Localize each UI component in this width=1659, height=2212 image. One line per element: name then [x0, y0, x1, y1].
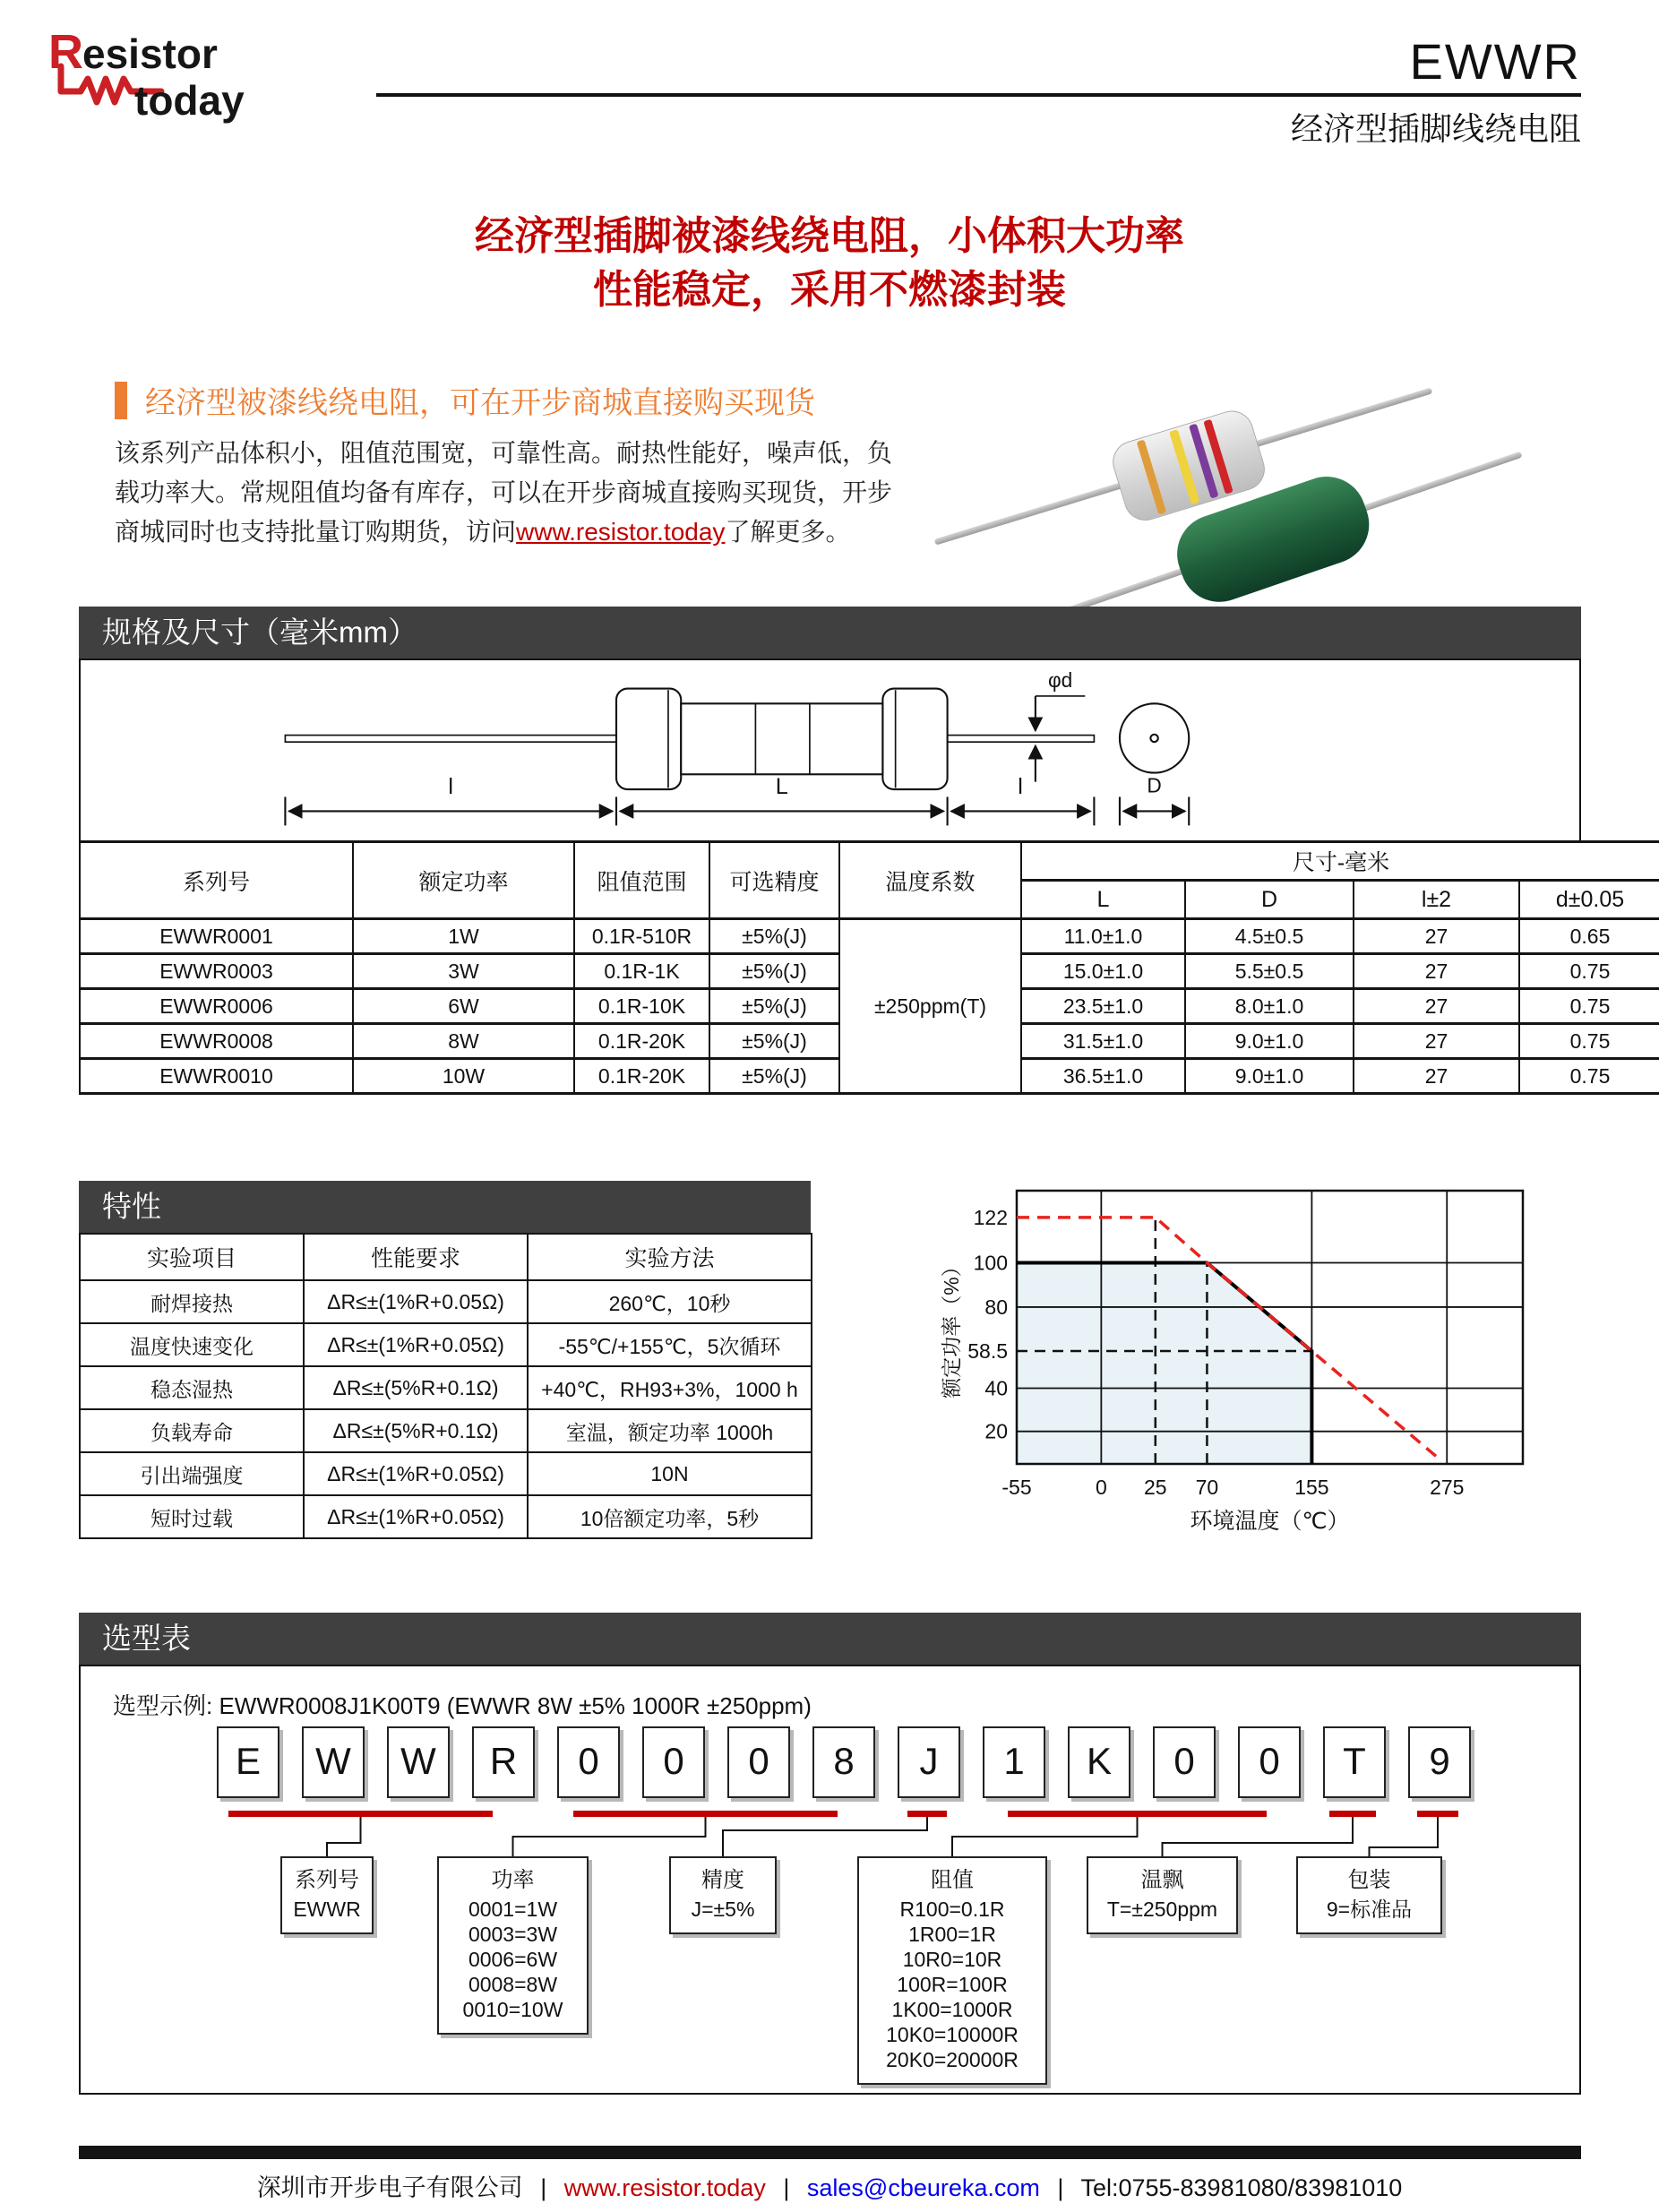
y-tick-label: 80	[984, 1295, 1008, 1319]
body-cap-right	[882, 689, 947, 790]
part-number-char-box: 0	[642, 1726, 705, 1798]
part-number-char-box: 9	[1408, 1726, 1471, 1798]
header-subtitle: 经济型插脚线绕电阻	[1290, 110, 1581, 147]
y-tick-label: 58.5	[967, 1339, 1008, 1364]
part-number-char-box: 8	[812, 1726, 875, 1798]
legend-box-title: 功率	[491, 1868, 535, 1892]
legend-box-line: 20K0=20000R	[886, 2048, 1019, 2071]
spec-section-title: 规格及尺寸（毫米mm）	[102, 615, 417, 649]
spec-cell: ±5%(J)	[709, 1024, 839, 1059]
legend-box-line: 1R00=1R	[908, 1923, 996, 1946]
spec-section-box	[79, 658, 1625, 1095]
feat-col-requirement: 性能要求	[304, 1234, 528, 1280]
part-number-char-box: 0	[557, 1726, 620, 1798]
dim-label-lead-left: l	[448, 774, 454, 800]
x-tick-label: 25	[1144, 1476, 1167, 1499]
part-number-char-box: 0	[727, 1726, 790, 1798]
y-tick-label: 122	[973, 1205, 1008, 1229]
footer-company: 深圳市开步电子有限公司	[256, 2174, 523, 2201]
legend-box-line: 0008=8W	[468, 1973, 558, 1996]
spec-cell: EWWR0006	[80, 989, 353, 1024]
spec-cell: 9.0±1.0	[1185, 1024, 1354, 1059]
features-cell: 耐焊接热	[80, 1280, 304, 1323]
features-table	[79, 1233, 812, 1539]
legend-box-1	[280, 1856, 374, 1934]
dim-label-wire-diameter: φd	[1047, 667, 1073, 692]
intro-heading: 经济型被漆线绕电阻，可在开步商城直接购买现货	[145, 386, 815, 420]
features-cell: 负载寿命	[80, 1409, 304, 1452]
legend-box-5	[1087, 1856, 1238, 1934]
legend-box-line: 0010=10W	[462, 1998, 563, 2021]
group-underline	[1008, 1811, 1267, 1817]
features-section-title-bar	[79, 1181, 811, 1233]
dim-label-lead-right: l	[1018, 774, 1023, 800]
x-tick-label: 0	[1095, 1476, 1107, 1499]
spec-cell: 0.1R-510R	[574, 919, 709, 954]
logo-r: R	[48, 25, 83, 79]
footer-email-link[interactable]: sales@cbeureka.com	[806, 2174, 1040, 2201]
product-photo	[896, 357, 1630, 607]
spec-table-row	[80, 919, 1659, 954]
x-tick-label: 275	[1430, 1476, 1465, 1499]
features-header-row	[80, 1234, 812, 1280]
lead-left-drawing	[285, 736, 616, 743]
footer-separator: |	[1057, 2174, 1064, 2201]
features-table-row	[80, 1366, 812, 1409]
part-number-char-box: K	[1068, 1726, 1130, 1798]
features-table-row	[80, 1409, 812, 1452]
footer-separator: |	[783, 2174, 790, 2201]
connector-line	[1370, 1817, 1439, 1856]
part-number-char-box: W	[302, 1726, 365, 1798]
spec-section-title-bar	[79, 607, 1581, 658]
x-tick-label: 155	[1294, 1476, 1329, 1499]
group-underline	[1329, 1811, 1376, 1817]
features-cell: +40℃，RH93+3%，1000 h	[528, 1366, 812, 1409]
legend-box-line: 9=标准品	[1326, 1898, 1413, 1921]
legend-box-line: 0006=6W	[468, 1948, 558, 1971]
features-cell: 短时过载	[80, 1495, 304, 1538]
part-number-char-box: E	[217, 1726, 279, 1798]
legend-box-line: 10R0=10R	[902, 1948, 1002, 1971]
spec-cell: ±5%(J)	[709, 1059, 839, 1094]
col-header-series: 系列号	[80, 842, 353, 919]
spec-cell: ±5%(J)	[709, 954, 839, 989]
spec-cell: 0.75	[1519, 989, 1659, 1024]
legend-box-4	[857, 1856, 1047, 2085]
dim-label-body: L	[775, 774, 788, 800]
spec-cell: 0.1R-10K	[574, 989, 709, 1024]
part-number-example: 选型示例: EWWR0008J1K00T9 (EWWR 8W ±5% 1000R ±250ppm)	[113, 1692, 812, 1719]
legend-box-line: 0001=1W	[468, 1898, 558, 1921]
features-table-row	[80, 1323, 812, 1366]
spec-cell-tcr: ±250ppm(T)	[839, 919, 1021, 1094]
part-number-char-box: J	[898, 1726, 960, 1798]
main-title-line1: 经济型插脚被漆线绕电阻，小体积大功率	[475, 214, 1184, 258]
legend-box-6	[1296, 1856, 1442, 1934]
spec-cell: 0.75	[1519, 1024, 1659, 1059]
chart-shaded-region	[1017, 1263, 1311, 1464]
end-view-circle	[1120, 703, 1189, 772]
col-header-tcr: 温度系数	[839, 842, 1021, 919]
features-cell: ΔR≤±(1%R+0.05Ω)	[304, 1323, 528, 1366]
part-number-char-box: W	[387, 1726, 450, 1798]
col-header-D: D	[1185, 881, 1354, 919]
main-title-line2: 性能稳定，采用不燃漆封装	[593, 268, 1066, 312]
resistor-today-logo	[47, 25, 253, 124]
y-tick-label: 100	[973, 1251, 1008, 1275]
spec-cell: 10W	[353, 1059, 574, 1094]
y-axis-title: 额定功率（%）	[941, 1256, 963, 1399]
lead-right-drawing	[948, 736, 1095, 743]
legend-box-line: 1K00=1000R	[891, 1998, 1013, 2021]
main-title	[0, 210, 1659, 317]
col-header-d005: d±0.05	[1519, 881, 1659, 919]
legend-box-line: R100=0.1R	[899, 1898, 1005, 1921]
features-table-row	[80, 1280, 812, 1323]
part-number-char-box: 1	[983, 1726, 1045, 1798]
spec-cell: 36.5±1.0	[1021, 1059, 1185, 1094]
col-header-power: 额定功率	[353, 842, 574, 919]
spec-cell: 27	[1354, 1059, 1519, 1094]
spec-cell: 0.75	[1519, 954, 1659, 989]
col-header-dims-group: 尺寸-毫米	[1021, 842, 1659, 881]
features-cell: 10倍额定功率，5秒	[528, 1495, 812, 1538]
selection-section-title-bar	[79, 1613, 1581, 1665]
footer-contact-line	[0, 2168, 1659, 2203]
spec-cell: 27	[1354, 989, 1519, 1024]
feat-col-method: 实验方法	[528, 1234, 812, 1280]
spec-cell: 0.1R-20K	[574, 1024, 709, 1059]
spec-cell: 0.65	[1519, 919, 1659, 954]
spec-cell: EWWR0001	[80, 919, 353, 954]
legend-box-line: 100R=100R	[897, 1973, 1008, 1996]
features-cell: ΔR≤±(1%R+0.05Ω)	[304, 1280, 528, 1323]
dimension-diagram	[273, 667, 1223, 856]
feat-col-item: 实验项目	[80, 1234, 304, 1280]
spec-cell: 11.0±1.0	[1021, 919, 1185, 954]
features-cell: 室温，额定功率 1000h	[528, 1409, 812, 1452]
spec-cell: 1W	[353, 919, 574, 954]
spec-cell: 5.5±0.5	[1185, 954, 1354, 989]
selection-section-box	[79, 1665, 1581, 2095]
connector-line	[1163, 1817, 1354, 1856]
features-cell: 温度快速变化	[80, 1323, 304, 1366]
body-middle	[681, 703, 882, 774]
legend-box-title: 包装	[1347, 1868, 1391, 1892]
part-number-char-box: 0	[1238, 1726, 1301, 1798]
col-header-L: L	[1021, 881, 1185, 919]
features-cell: ΔR≤±(5%R+0.1Ω)	[304, 1366, 528, 1409]
spec-header-row-1	[80, 842, 1659, 881]
spec-cell: 31.5±1.0	[1021, 1024, 1185, 1059]
series-code-heading: EWWR	[1409, 33, 1581, 90]
logo-today: today	[134, 77, 245, 124]
legend-box-title: 精度	[701, 1868, 744, 1892]
intro-text: 该系列产品体积小，阻值范围宽，可靠性高。耐热性能好，噪声低，负载功率大。常规阻值均备有库存，可以在开步商城直接购买现货，开步商城同时也支持批量订购期货，访问	[115, 439, 893, 546]
spec-table	[79, 840, 1659, 1095]
spec-cell: 27	[1354, 1024, 1519, 1059]
spec-cell: 15.0±1.0	[1021, 954, 1185, 989]
connector-line	[952, 1817, 1138, 1856]
legend-box-line: 0003=3W	[468, 1923, 558, 1946]
legend-box-line: 10K0=10000R	[886, 2023, 1019, 2046]
dim-label-diameter: D	[1147, 773, 1162, 797]
features-cell: ΔR≤±(1%R+0.05Ω)	[304, 1452, 528, 1495]
legend-box-3	[669, 1856, 777, 1934]
col-header-tolerance: 可选精度	[709, 842, 839, 919]
body-cap-left	[616, 689, 681, 790]
derating-chart	[941, 1177, 1578, 1554]
spec-cell: 0.1R-20K	[574, 1059, 709, 1094]
spec-cell: 27	[1354, 919, 1519, 954]
features-table-row	[80, 1495, 812, 1538]
selection-section-title: 选型表	[102, 1622, 191, 1655]
group-underline	[573, 1811, 838, 1817]
group-underline	[907, 1811, 947, 1817]
spec-cell: 8.0±1.0	[1185, 989, 1354, 1024]
spec-cell: ±5%(J)	[709, 989, 839, 1024]
features-cell: 10N	[528, 1452, 812, 1495]
features-cell: ΔR≤±(1%R+0.05Ω)	[304, 1495, 528, 1538]
x-tick-label: -55	[1001, 1476, 1032, 1499]
legend-box-2	[437, 1856, 589, 2035]
derating-chart-wrap	[941, 1177, 1578, 1558]
header-rule	[376, 93, 1581, 97]
connector-line	[513, 1817, 706, 1856]
spec-cell: 23.5±1.0	[1021, 989, 1185, 1024]
col-header-l2: l±2	[1354, 881, 1519, 919]
orange-marker-bar	[115, 382, 127, 419]
color-band	[1137, 440, 1166, 515]
features-section-title: 特性	[102, 1190, 161, 1223]
connector-line	[327, 1817, 361, 1856]
y-tick-label: 40	[984, 1376, 1008, 1400]
spec-cell: EWWR0010	[80, 1059, 353, 1094]
footer-website-link[interactable]: www.resistor.today	[563, 2174, 766, 2201]
x-tick-label: 70	[1195, 1476, 1219, 1499]
spec-cell: EWWR0008	[80, 1024, 353, 1059]
intro-paragraph	[115, 434, 907, 552]
footer-phone: Tel:0755-83981080/83981010	[1080, 2174, 1403, 2201]
features-cell: ΔR≤±(5%R+0.1Ω)	[304, 1409, 528, 1452]
legend-box-title: 阻值	[931, 1868, 974, 1892]
x-axis-title: 环境温度（℃）	[1190, 1509, 1350, 1534]
spec-cell: 3W	[353, 954, 574, 989]
intro-heading-row	[115, 378, 815, 422]
spec-cell: 8W	[353, 1024, 574, 1059]
legend-box-line: T=±250ppm	[1106, 1898, 1218, 1921]
col-header-range: 阻值范围	[574, 842, 709, 919]
spec-cell: ±5%(J)	[709, 919, 839, 954]
spec-cell: 6W	[353, 989, 574, 1024]
footer-separator: |	[540, 2174, 547, 2201]
features-table-row	[80, 1452, 812, 1495]
features-cell: 稳态湿热	[80, 1366, 304, 1409]
spec-cell: EWWR0003	[80, 954, 353, 989]
spec-cell: 0.1R-1K	[574, 954, 709, 989]
spec-cell: 0.75	[1519, 1059, 1659, 1094]
features-cell: 260℃，10秒	[528, 1280, 812, 1323]
logo-esistor: esistor	[82, 30, 218, 77]
features-cell: 引出端强度	[80, 1452, 304, 1495]
part-number-char-box: T	[1323, 1726, 1386, 1798]
legend-box-title: 温飘	[1140, 1868, 1184, 1892]
spec-cell: 27	[1354, 954, 1519, 989]
legend-box-title: 系列号	[295, 1868, 359, 1892]
y-tick-label: 20	[984, 1419, 1008, 1443]
group-underline	[1417, 1811, 1458, 1817]
spec-cell: 4.5±0.5	[1185, 919, 1354, 954]
part-number-char-box: R	[472, 1726, 535, 1798]
features-cell: -55℃/+155℃，5次循环	[528, 1323, 812, 1366]
legend-box-line: J=±5%	[691, 1898, 755, 1921]
intro-text-end: 了解更多。	[725, 518, 851, 546]
group-underline	[228, 1811, 493, 1817]
spec-cell: 9.0±1.0	[1185, 1059, 1354, 1094]
legend-box-line: EWWR	[293, 1898, 361, 1921]
connector-line	[723, 1817, 927, 1856]
footer-rule-bar	[79, 2146, 1581, 2159]
resistor-today-link[interactable]: www.resistor.today	[516, 518, 726, 546]
part-number-char-box: 0	[1153, 1726, 1216, 1798]
